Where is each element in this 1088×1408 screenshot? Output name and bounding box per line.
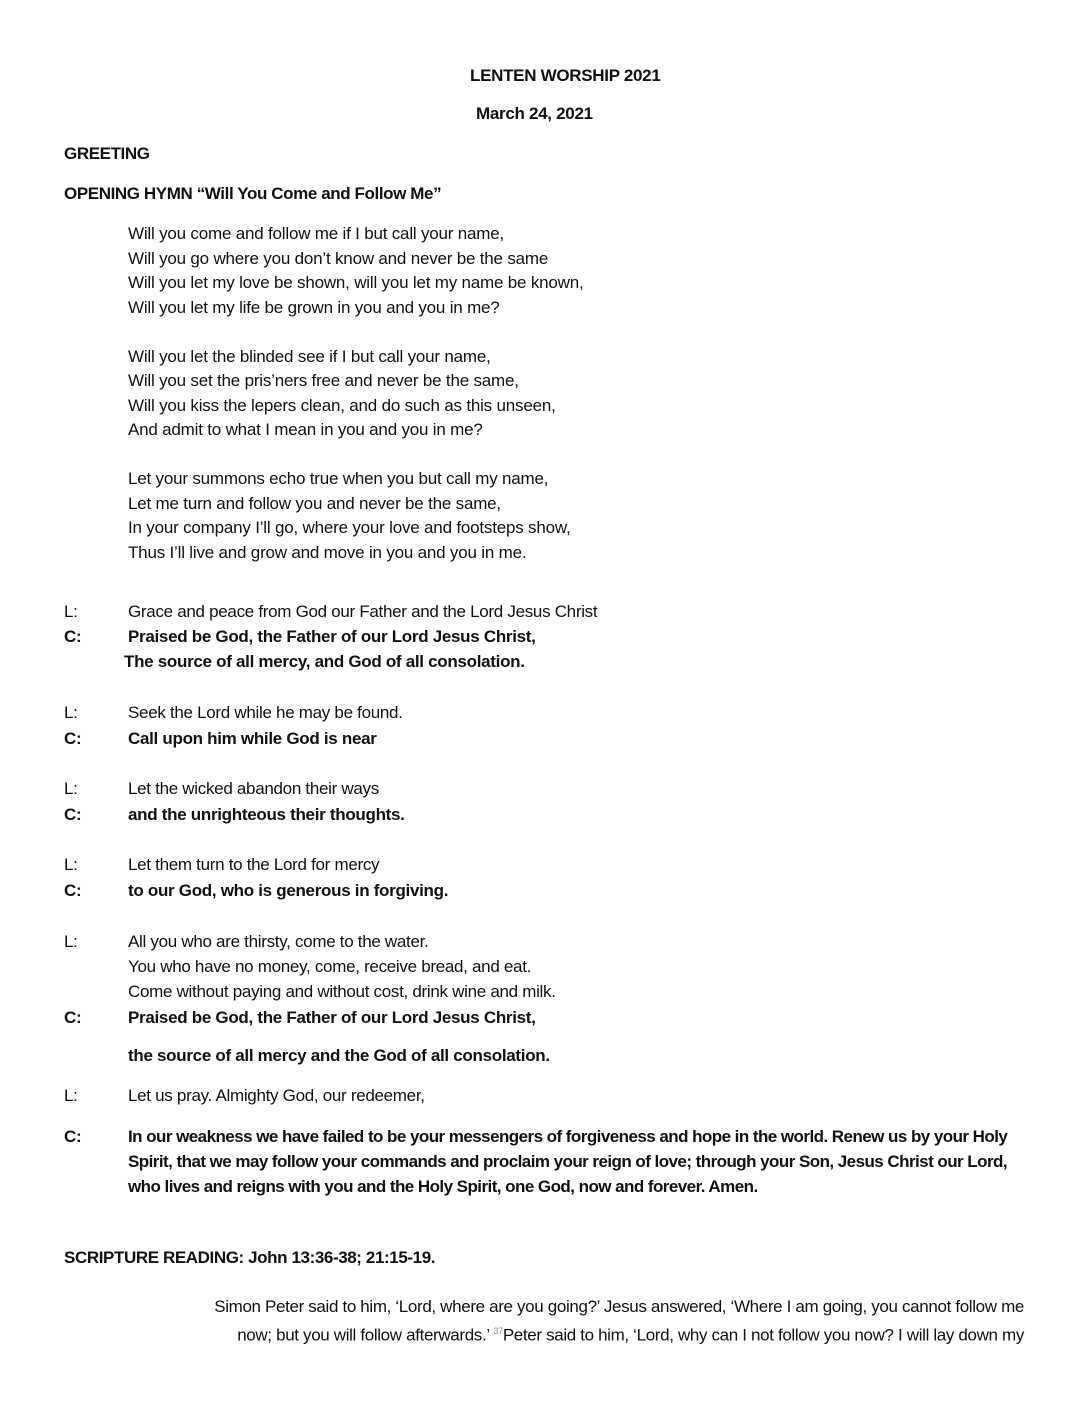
verse-number: 37 [493, 1326, 503, 1336]
hymn-line: Will you go where you don’t know and never be the same [128, 248, 549, 268]
congregation-text: and the unrighteous their thoughts. [128, 805, 405, 824]
congregation-label: C: [64, 1008, 82, 1027]
congregation-line [64, 878, 448, 903]
leader-text: Come without paying and without cost, drink wine and milk. [128, 982, 556, 1001]
leader-text: Let the wicked abandon their ways [128, 779, 379, 798]
congregation-prayer-text: In our weakness we have failed to be your messengers of forgiveness and hope in the world. Renew us by your Holy Spirit, that we may follow your commands and proclaim your reign of love; through your Son, Jesus Christ our Lord, who lives and reigns with you and the Holy Spirit, one God, now and forever. Amen. [128, 1127, 1008, 1196]
leader-line [64, 929, 556, 1004]
hymn-line: Will you let the blinded see if I but call your name, [128, 346, 491, 366]
opening-hymn-heading: OPENING HYMN “Will You Come and Follow Me” [64, 184, 442, 203]
congregation-label: C: [64, 1127, 82, 1146]
leader-line [64, 700, 403, 725]
congregation-label: C: [64, 729, 82, 748]
congregation-line [64, 1005, 536, 1030]
leader-text: Let us pray. Almighty God, our redeemer, [128, 1086, 425, 1105]
leader-text: Grace and peace from God our Father and the Lord Jesus Christ [128, 602, 598, 621]
congregation-label: C: [64, 805, 82, 824]
leader-text: You who have no money, come, receive bread, and eat. [128, 957, 532, 976]
congregation-text: the source of all mercy and the God of all consolation. [128, 1046, 550, 1065]
congregation-line [64, 726, 377, 751]
congregation-line-continued [64, 1043, 550, 1068]
leader-line [64, 599, 597, 624]
leader-label: L: [64, 932, 78, 951]
hymn-line: And admit to what I mean in you and you in me? [128, 420, 483, 439]
leader-line [64, 852, 379, 877]
scripture-reading-heading: SCRIPTURE READING: John 13:36-38; 21:15-19. [64, 1248, 436, 1267]
hymn-stanza-3 [128, 467, 584, 565]
leader-label: L: [64, 703, 78, 722]
service-date: March 24, 2021 [476, 104, 593, 123]
congregation-text: Praised be God, the Father of our Lord Jesus Christ, [128, 627, 536, 646]
leader-text: Let them turn to the Lord for mercy [128, 855, 380, 874]
hymn-stanza-2 [128, 345, 584, 443]
scripture-line [64, 1319, 1024, 1348]
hymn-line: Thus I’ll live and grow and move in you and you in me. [128, 542, 527, 562]
hymn-line: Will you come and follow me if I but call your name, [128, 224, 505, 243]
congregation-line [64, 624, 536, 674]
scripture-text: now; but you will follow afterwards.’ [237, 1325, 494, 1345]
congregation-text: The source of all mercy, and God of all consolation. [124, 652, 525, 671]
congregation-label: C: [64, 627, 82, 646]
hymn-line: Let me turn and follow you and never be the same, [128, 493, 501, 513]
scripture-line: Simon Peter said to him, ‘Lord, where are you going?’ Jesus answered, ‘Where I am going, you cannot follow me [214, 1297, 1024, 1316]
hymn-line: Will you let my life be grown in you and you in me? [128, 297, 500, 317]
leader-label: L: [64, 779, 78, 798]
congregation-text: Call upon him while God is near [128, 729, 377, 748]
leader-label: L: [64, 602, 78, 621]
leader-text: All you who are thirsty, come to the water. [128, 932, 429, 951]
leader-text: Seek the Lord while he may be found. [128, 703, 403, 722]
hymn-line: Let your summons echo true when you but call my name, [128, 469, 549, 488]
leader-line [64, 1083, 425, 1108]
congregation-text: Praised be God, the Father of our Lord Jesus Christ, [128, 1008, 536, 1027]
hymn-line: Will you let my love be shown, will you let my name be known, [128, 273, 584, 292]
hymn-line: In your company I’ll go, where your love and footsteps show, [128, 518, 571, 537]
leader-label: L: [64, 1086, 78, 1105]
congregation-label: C: [64, 881, 82, 900]
congregation-line [64, 802, 405, 827]
leader-label: L: [64, 855, 78, 874]
document-title: LENTEN WORSHIP 2021 [470, 66, 661, 85]
leader-line [64, 776, 379, 801]
greeting-heading: GREETING [64, 144, 150, 163]
congregation-prayer [64, 1124, 1008, 1199]
congregation-text: to our God, who is generous in forgiving. [128, 881, 449, 900]
scripture-passage [64, 1294, 1024, 1348]
hymn-line: Will you set the pris’ners free and never be the same, [128, 371, 519, 390]
hymn-line: Will you kiss the lepers clean, and do such as this unseen, [128, 395, 556, 415]
hymn-lyrics [128, 222, 584, 590]
hymn-stanza-1 [128, 222, 584, 320]
scripture-text: Peter said to him, ‘Lord, why can I not follow you now? I will lay down my [502, 1325, 1024, 1345]
